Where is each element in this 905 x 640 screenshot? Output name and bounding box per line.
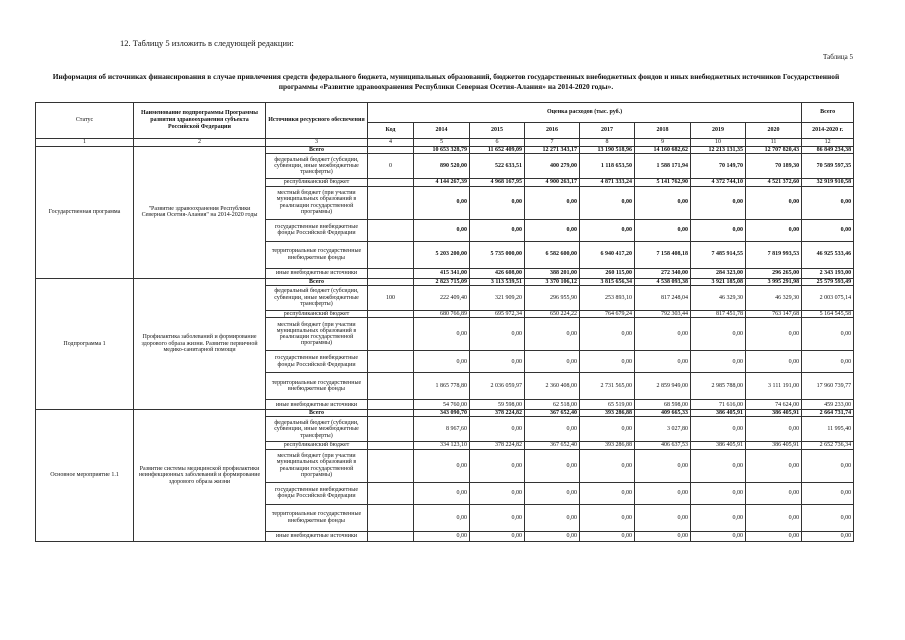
- source-cell: иные внебюджетные источники: [266, 400, 368, 410]
- source-cell: иные внебюджетные источники: [266, 268, 368, 278]
- year-value-cell: 0,00: [635, 482, 691, 504]
- total-value-cell: 70 589 597,35: [802, 154, 854, 179]
- year-value-cell: 6 582 600,00: [525, 241, 580, 268]
- column-number: 3: [266, 139, 368, 147]
- year-value-cell: 3 027,80: [635, 417, 691, 442]
- code-cell: [368, 442, 414, 449]
- year-value-cell: 0,00: [470, 531, 525, 541]
- year-value-cell: 0,00: [691, 417, 746, 442]
- year-header: 2015: [470, 123, 525, 139]
- year-value-cell: 0,00: [525, 219, 580, 241]
- year-value-cell: 0,00: [746, 417, 802, 442]
- intro-text: 12. Таблицу 5 изложить в следующей редакции:: [120, 38, 294, 48]
- year-value-cell: 0,00: [470, 482, 525, 504]
- year-value-cell: 792 303,44: [635, 310, 691, 317]
- code-cell: [368, 417, 414, 442]
- year-value-cell: 0,00: [470, 504, 525, 531]
- year-value-cell: 415 341,00: [414, 268, 470, 278]
- year-value-cell: 0,00: [580, 449, 635, 482]
- total-value-cell: 86 849 234,38: [802, 147, 854, 154]
- code-cell: [368, 179, 414, 186]
- year-value-cell: 0,00: [691, 531, 746, 541]
- year-value-cell: 4 521 372,60: [746, 179, 802, 186]
- year-value-cell: 260 115,00: [580, 268, 635, 278]
- source-header: Источники ресурсного обеспечения: [266, 103, 368, 139]
- year-value-cell: 0,00: [580, 417, 635, 442]
- year-value-cell: 0,00: [635, 186, 691, 219]
- year-value-cell: 4 968 167,95: [470, 179, 525, 186]
- year-value-cell: 13 190 518,96: [580, 147, 635, 154]
- year-value-cell: 4 900 263,17: [525, 179, 580, 186]
- year-value-cell: 10 653 328,79: [414, 147, 470, 154]
- year-value-cell: 393 286,88: [580, 442, 635, 449]
- source-cell: государственные внебюджетные фонды Российской Федерации: [266, 351, 368, 373]
- year-value-cell: 3 921 185,08: [691, 278, 746, 285]
- status-cell: Подпрограмма 1: [36, 278, 134, 410]
- year-value-cell: 367 652,40: [525, 442, 580, 449]
- year-value-cell: 2 360 408,00: [525, 373, 580, 400]
- year-value-cell: 0,00: [746, 318, 802, 351]
- year-value-cell: 3 995 291,98: [746, 278, 802, 285]
- document-title: Информация об источниках финансирования в случае привлечения средств федерального бюджета, муниципальных образований, бюджетов государственных внебюджетных фондов и иных внебюджетных источников Государственной программы «Развитие здравоохранения Республики Северная Осетия-Алания» на 2014-2020 годы».: [52, 72, 840, 91]
- year-value-cell: 0,00: [635, 449, 691, 482]
- year-value-cell: 0,00: [414, 504, 470, 531]
- year-value-cell: 0,00: [691, 318, 746, 351]
- total-value-cell: 5 164 545,58: [802, 310, 854, 317]
- program-name-cell: Развитие системы медицинской профилактики неинфекционных заболеваний и формирование здорового образа жизни: [134, 410, 266, 542]
- total-value-cell: 11 995,40: [802, 417, 854, 442]
- source-cell: республиканский бюджет: [266, 310, 368, 317]
- year-value-cell: 1 865 778,80: [414, 373, 470, 400]
- year-value-cell: 0,00: [746, 531, 802, 541]
- financing-table: [35, 102, 854, 542]
- source-cell: местный бюджет (при участии муниципальных образований в реализации государственной программы): [266, 186, 368, 219]
- source-cell: территориальные государственные внебюджетные фонды: [266, 504, 368, 531]
- code-cell: [368, 186, 414, 219]
- column-number-row: [36, 139, 854, 147]
- year-value-cell: 0,00: [525, 417, 580, 442]
- total-value-cell: 2 652 736,34: [802, 442, 854, 449]
- year-value-cell: 0,00: [525, 449, 580, 482]
- year-value-cell: 0,00: [580, 318, 635, 351]
- total-value-cell: 0,00: [802, 482, 854, 504]
- total-header: Всего: [802, 103, 854, 123]
- code-cell: [368, 400, 414, 410]
- source-cell: республиканский бюджет: [266, 179, 368, 186]
- year-value-cell: 409 665,33: [635, 410, 691, 417]
- code-cell: [368, 310, 414, 317]
- year-value-cell: 321 909,20: [470, 285, 525, 310]
- year-value-cell: 68 598,00: [635, 400, 691, 410]
- source-cell: иные внебюджетные источники: [266, 531, 368, 541]
- year-value-cell: 0,00: [525, 482, 580, 504]
- year-value-cell: 0,00: [691, 449, 746, 482]
- year-value-cell: 522 633,51: [470, 154, 525, 179]
- column-number: 9: [635, 139, 691, 147]
- year-header: 2014: [414, 123, 470, 139]
- year-value-cell: 70 189,30: [746, 154, 802, 179]
- year-value-cell: 12 213 131,35: [691, 147, 746, 154]
- year-value-cell: 12 271 343,17: [525, 147, 580, 154]
- code-cell: [368, 147, 414, 154]
- year-value-cell: 0,00: [414, 449, 470, 482]
- column-number: 5: [414, 139, 470, 147]
- total-value-cell: 0,00: [802, 531, 854, 541]
- year-value-cell: 0,00: [525, 186, 580, 219]
- source-cell: федеральный бюджет (субсидии, субвенции, иные межбюджетные трансферты): [266, 154, 368, 179]
- year-value-cell: 2 731 565,00: [580, 373, 635, 400]
- name-header: Наименование подпрограммы Программы развития здравоохранения субъекта Российской Федерации: [134, 103, 266, 139]
- year-value-cell: 5 735 000,00: [470, 241, 525, 268]
- year-value-cell: 0,00: [414, 351, 470, 373]
- total-value-cell: 0,00: [802, 504, 854, 531]
- column-number: 12: [802, 139, 854, 147]
- source-cell: Всего: [266, 410, 368, 417]
- year-value-cell: 343 090,70: [414, 410, 470, 417]
- year-value-cell: 14 160 682,62: [635, 147, 691, 154]
- year-value-cell: 0,00: [580, 482, 635, 504]
- code-cell: [368, 410, 414, 417]
- year-value-cell: 0,00: [580, 351, 635, 373]
- year-value-cell: 386 405,91: [746, 410, 802, 417]
- year-value-cell: 388 201,00: [525, 268, 580, 278]
- year-value-cell: 0,00: [525, 318, 580, 351]
- table-row: [36, 410, 854, 417]
- total-value-cell: 2 664 731,74: [802, 410, 854, 417]
- year-value-cell: 12 707 820,43: [746, 147, 802, 154]
- status-cell: Основное мероприятие 1.1: [36, 410, 134, 542]
- year-value-cell: 74 624,00: [746, 400, 802, 410]
- year-value-cell: 0,00: [470, 318, 525, 351]
- year-value-cell: 2 859 949,00: [635, 373, 691, 400]
- year-value-cell: 650 224,22: [525, 310, 580, 317]
- year-value-cell: 70 149,70: [691, 154, 746, 179]
- year-value-cell: 2 985 788,00: [691, 373, 746, 400]
- status-cell: Государственная программа: [36, 147, 134, 279]
- year-value-cell: 5 141 762,90: [635, 179, 691, 186]
- table-row: [36, 278, 854, 285]
- year-value-cell: 8 967,60: [414, 417, 470, 442]
- year-value-cell: 386 405,91: [691, 410, 746, 417]
- year-header: 2016: [525, 123, 580, 139]
- source-cell: территориальные государственные внебюджетные фонды: [266, 241, 368, 268]
- year-value-cell: 65 519,00: [580, 400, 635, 410]
- year-value-cell: 0,00: [580, 186, 635, 219]
- year-value-cell: 7 485 914,55: [691, 241, 746, 268]
- program-name-cell: "Развитие здравоохранения Республики Северная Осетия-Алания" на 2014-2020 годы: [134, 147, 266, 279]
- total-value-cell: 0,00: [802, 318, 854, 351]
- year-value-cell: 3 111 191,00: [746, 373, 802, 400]
- year-value-cell: 0,00: [746, 449, 802, 482]
- total-value-cell: 0,00: [802, 449, 854, 482]
- year-value-cell: 0,00: [746, 482, 802, 504]
- code-cell: 0: [368, 154, 414, 179]
- year-value-cell: 378 224,82: [470, 442, 525, 449]
- year-value-cell: 0,00: [470, 417, 525, 442]
- code-cell: [368, 373, 414, 400]
- year-value-cell: 4 871 333,24: [580, 179, 635, 186]
- year-value-cell: 0,00: [580, 219, 635, 241]
- year-value-cell: 4 538 093,38: [635, 278, 691, 285]
- year-value-cell: 46 329,30: [691, 285, 746, 310]
- header-row-1: [36, 103, 854, 123]
- year-header: 2018: [635, 123, 691, 139]
- column-number: 6: [470, 139, 525, 147]
- year-value-cell: 0,00: [414, 186, 470, 219]
- year-value-cell: 11 652 409,09: [470, 147, 525, 154]
- year-value-cell: 7 158 408,18: [635, 241, 691, 268]
- year-value-cell: 0,00: [414, 219, 470, 241]
- year-value-cell: 386 405,91: [746, 442, 802, 449]
- source-cell: республиканский бюджет: [266, 442, 368, 449]
- year-value-cell: 0,00: [691, 219, 746, 241]
- year-value-cell: 0,00: [635, 531, 691, 541]
- total-value-cell: 0,00: [802, 351, 854, 373]
- year-value-cell: 1 588 171,94: [635, 154, 691, 179]
- total-value-cell: 2 003 075,14: [802, 285, 854, 310]
- year-value-cell: 253 893,10: [580, 285, 635, 310]
- year-value-cell: 62 518,00: [525, 400, 580, 410]
- source-cell: федеральный бюджет (субсидии, субвенции, иные межбюджетные трансферты): [266, 417, 368, 442]
- total-value-cell: 25 579 593,49: [802, 278, 854, 285]
- year-value-cell: 0,00: [746, 186, 802, 219]
- source-cell: Всего: [266, 147, 368, 154]
- year-value-cell: 272 340,00: [635, 268, 691, 278]
- year-value-cell: 59 598,00: [470, 400, 525, 410]
- total-value-cell: 32 919 910,58: [802, 179, 854, 186]
- column-number: 2: [134, 139, 266, 147]
- code-cell: [368, 278, 414, 285]
- year-value-cell: 0,00: [414, 318, 470, 351]
- year-value-cell: 54 760,00: [414, 400, 470, 410]
- table-row: [36, 147, 854, 154]
- year-header: 2020: [746, 123, 802, 139]
- year-value-cell: 334 123,10: [414, 442, 470, 449]
- year-value-cell: 284 323,00: [691, 268, 746, 278]
- column-number: 1: [36, 139, 134, 147]
- total-value-cell: 459 233,00: [802, 400, 854, 410]
- total-value-cell: 46 925 533,46: [802, 241, 854, 268]
- status-header: Статус: [36, 103, 134, 139]
- year-value-cell: 426 608,00: [470, 268, 525, 278]
- program-name-cell: Профилактика заболеваний и формирование здорового образа жизни. Развитие первичной медико-санитарной помощи: [134, 278, 266, 410]
- year-value-cell: 0,00: [525, 504, 580, 531]
- year-value-cell: 2 823 715,09: [414, 278, 470, 285]
- year-value-cell: 7 819 993,53: [746, 241, 802, 268]
- year-header: 2019: [691, 123, 746, 139]
- code-cell: [368, 531, 414, 541]
- source-cell: Всего: [266, 278, 368, 285]
- year-value-cell: 0,00: [746, 219, 802, 241]
- year-value-cell: 5 203 200,00: [414, 241, 470, 268]
- year-value-cell: 1 118 653,50: [580, 154, 635, 179]
- table-body: [36, 103, 854, 542]
- code-cell: [368, 482, 414, 504]
- year-value-cell: 4 372 744,10: [691, 179, 746, 186]
- year-value-cell: 817 248,04: [635, 285, 691, 310]
- code-cell: [368, 241, 414, 268]
- source-cell: государственные внебюджетные фонды Российской Федерации: [266, 482, 368, 504]
- year-value-cell: 4 144 267,39: [414, 179, 470, 186]
- total-value-cell: 2 343 193,00: [802, 268, 854, 278]
- code-cell: [368, 449, 414, 482]
- source-cell: местный бюджет (при участии муниципальных образований в реализации государственной программы): [266, 449, 368, 482]
- year-value-cell: 0,00: [691, 482, 746, 504]
- year-value-cell: 0,00: [414, 531, 470, 541]
- year-value-cell: 378 224,82: [470, 410, 525, 417]
- total-value-cell: 17 960 739,77: [802, 373, 854, 400]
- estimate-header: Оценка расходов (тыс. руб.): [368, 103, 802, 123]
- source-cell: федеральный бюджет (субсидии, субвенции, иные межбюджетные трансферты): [266, 285, 368, 310]
- year-value-cell: 0,00: [635, 504, 691, 531]
- year-value-cell: 763 147,68: [746, 310, 802, 317]
- year-value-cell: 406 637,53: [635, 442, 691, 449]
- code-cell: [368, 219, 414, 241]
- year-value-cell: 393 286,88: [580, 410, 635, 417]
- year-value-cell: 3 113 539,51: [470, 278, 525, 285]
- year-value-cell: 0,00: [635, 351, 691, 373]
- year-value-cell: 46 329,30: [746, 285, 802, 310]
- source-cell: государственные внебюджетные фонды Российской Федерации: [266, 219, 368, 241]
- column-number: 8: [580, 139, 635, 147]
- year-value-cell: 296 265,00: [746, 268, 802, 278]
- year-value-cell: 764 679,24: [580, 310, 635, 317]
- year-value-cell: 0,00: [746, 504, 802, 531]
- year-value-cell: 0,00: [525, 531, 580, 541]
- year-value-cell: 0,00: [746, 351, 802, 373]
- code-header: Код: [368, 123, 414, 139]
- column-number: 4: [368, 139, 414, 147]
- total-value-cell: 0,00: [802, 219, 854, 241]
- year-value-cell: 386 405,91: [691, 442, 746, 449]
- year-header: 2017: [580, 123, 635, 139]
- year-value-cell: 0,00: [470, 351, 525, 373]
- code-cell: [368, 318, 414, 351]
- year-value-cell: 680 766,89: [414, 310, 470, 317]
- column-number: 7: [525, 139, 580, 147]
- code-cell: [368, 351, 414, 373]
- code-cell: [368, 268, 414, 278]
- year-value-cell: 0,00: [635, 219, 691, 241]
- source-cell: территориальные государственные внебюджетные фонды: [266, 373, 368, 400]
- total-value-cell: 0,00: [802, 186, 854, 219]
- year-value-cell: 0,00: [470, 186, 525, 219]
- table-number: Таблица 5: [823, 53, 853, 61]
- year-value-cell: 71 616,00: [691, 400, 746, 410]
- column-number: 11: [746, 139, 802, 147]
- year-value-cell: 222 409,40: [414, 285, 470, 310]
- year-value-cell: 695 972,34: [470, 310, 525, 317]
- year-value-cell: 367 652,40: [525, 410, 580, 417]
- year-value-cell: 400 279,00: [525, 154, 580, 179]
- column-number: 10: [691, 139, 746, 147]
- year-value-cell: 296 955,90: [525, 285, 580, 310]
- year-value-cell: 0,00: [635, 318, 691, 351]
- year-value-cell: 0,00: [580, 504, 635, 531]
- code-cell: 100: [368, 285, 414, 310]
- year-value-cell: 890 520,00: [414, 154, 470, 179]
- year-value-cell: 0,00: [691, 351, 746, 373]
- year-value-cell: 6 940 417,20: [580, 241, 635, 268]
- year-value-cell: 3 370 106,12: [525, 278, 580, 285]
- year-value-cell: 2 036 059,97: [470, 373, 525, 400]
- year-value-cell: 0,00: [414, 482, 470, 504]
- code-cell: [368, 504, 414, 531]
- year-value-cell: 0,00: [580, 531, 635, 541]
- year-value-cell: 0,00: [691, 186, 746, 219]
- year-value-cell: 817 451,78: [691, 310, 746, 317]
- total-range-header: 2014-2020 г.: [802, 123, 854, 139]
- year-value-cell: 3 815 656,34: [580, 278, 635, 285]
- year-value-cell: 0,00: [470, 449, 525, 482]
- source-cell: местный бюджет (при участии муниципальных образований в реализации государственной программы): [266, 318, 368, 351]
- year-value-cell: 0,00: [525, 351, 580, 373]
- year-value-cell: 0,00: [470, 219, 525, 241]
- year-value-cell: 0,00: [691, 504, 746, 531]
